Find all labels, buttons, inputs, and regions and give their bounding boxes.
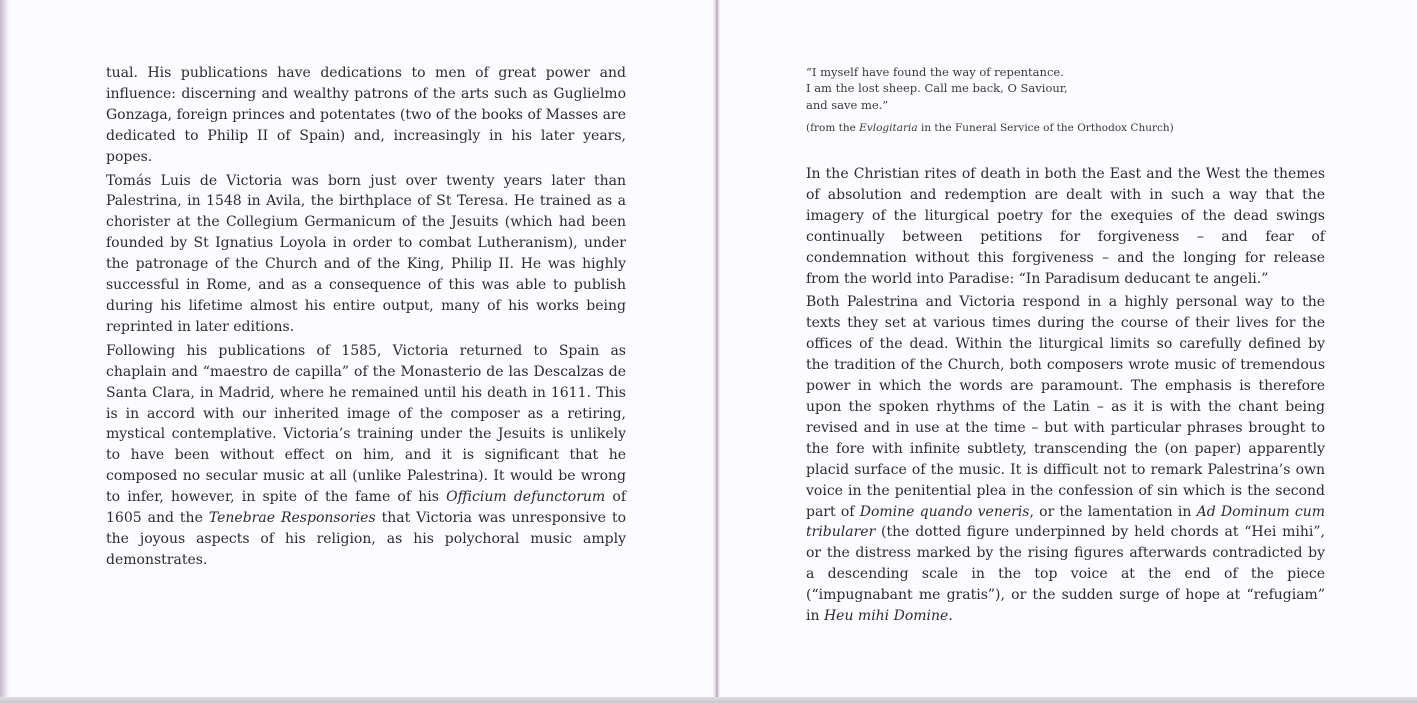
italic-title: Ad Dominum cum tribularer [806, 503, 1325, 541]
text-run: , or the lamentation in [1029, 503, 1197, 520]
page-gutter [713, 0, 720, 703]
text-run: that Victoria was unresponsive to the joyous aspects of his religion, as his polychoral music amply demonstrates. [106, 510, 627, 568]
left-page-edge [0, 0, 9, 703]
text-run: Both Palestrina and Victoria respond in a highly personal way to the texts they set at various times during the course of their lives for the offices of the dead. Within the liturgical limits so carefully defined by the tradition of the Church, both composers wrote music of tremendous power in which the words are paramount. The emphasis is therefore upon the spoken rhythms of the Latin – as it is with the chant being revised and in use at the time – but with particular phrases brought to the fore with infinite subtlety, transcending the (on paper) apparently placid surface of the music. It is difficult not to remark Palestrina’s own voice in the penitential plea in the confession of sin which is the second part of [806, 294, 1325, 520]
paragraph [106, 63, 626, 168]
epigraph-line: I am the lost sheep. Call me back, O Saviour, [806, 81, 1068, 96]
epigraph-line: and save me.” [806, 97, 889, 112]
italic-title: Officium defunctorum [446, 489, 606, 506]
text-run: (the dotted figure underpinned by held chords at “Hei mihi”, or the distress marked by the rising figures afterwards contradicted by a descending scale in the top voice at the end of the piece (“impugnabant me gratis”), or the sudden surge of hope at “refugiam” in [806, 524, 1325, 625]
epigraph-line: “I myself have found the way of repentance. [806, 65, 1064, 79]
paragraph [806, 164, 1325, 289]
left-page-text [106, 63, 626, 574]
text-run: of 1605 and the [106, 489, 627, 527]
italic-title: Tenebrae Responsories [208, 510, 376, 527]
source-text: (from the [806, 122, 860, 135]
source-text: in the Funeral Service of the Orthodox Church) [917, 122, 1174, 135]
paragraph [106, 171, 626, 338]
right-page-text [806, 164, 1325, 630]
text-run: . [948, 608, 953, 625]
epigraph [806, 64, 1226, 137]
text-run: Tomás Luis de Victoria was born just over twenty years later than Palestrina, in 1548 in Avila, the birthplace of St Teresa. He trained as a chorister at the Collegium Germanicum of the Jesuits (which had been founded by St Ignatius Loyola in order to combat Lutheranism), under the patronage of the Church and of the King, Philip II. He was highly successful in Rome, and as a consequence of this was able to publish during his lifetime almost his entire output, many of his works being reprinted in later editions. [106, 172, 626, 335]
source-title: Evlogitaria [859, 122, 918, 135]
italic-title: Heu mihi Domine [823, 608, 949, 625]
bottom-page-edge [0, 697, 1417, 703]
paragraph [106, 341, 626, 571]
paragraph [806, 292, 1325, 627]
text-run: In the Christian rites of death in both the East and the West the themes of absolution and redemption are dealt with in such a way that the imagery of the liturgical poetry for the exequies of the dead swings continually between petitions for forgiveness – and fear of condemnation without this forgiveness – and the longing for release from the world into Paradise: “In Paradisum deducant te angeli.” [806, 166, 1325, 287]
epigraph-source [806, 120, 1226, 136]
text-run: tual. His publications have dedications to men of great power and influence: discerning and wealthy patrons of the arts such as Guglielmo Gonzaga, foreign princes and potentates (two of the books of Masses are dedicated to Philip II of Spain) and, increasingly in his later years, popes. [106, 65, 626, 165]
text-run: Following his publications of 1585, Victoria returned to Spain as chaplain and “maestro de capilla” of the Monasterio de las Descalzas de Santa Clara, in Madrid, where he remained until his death in 1611. This is in accord with our inherited image of the composer as a retiring, mystical contemplative. Victoria’s training under the Jesuits is unlikely to have been without effect on him, and it is significant that he composed no secular music at all (unlike Palestrina). It would be wrong to infer, however, in spite of the fame of his [106, 342, 626, 506]
italic-title: Domine quando veneris [859, 503, 1030, 520]
